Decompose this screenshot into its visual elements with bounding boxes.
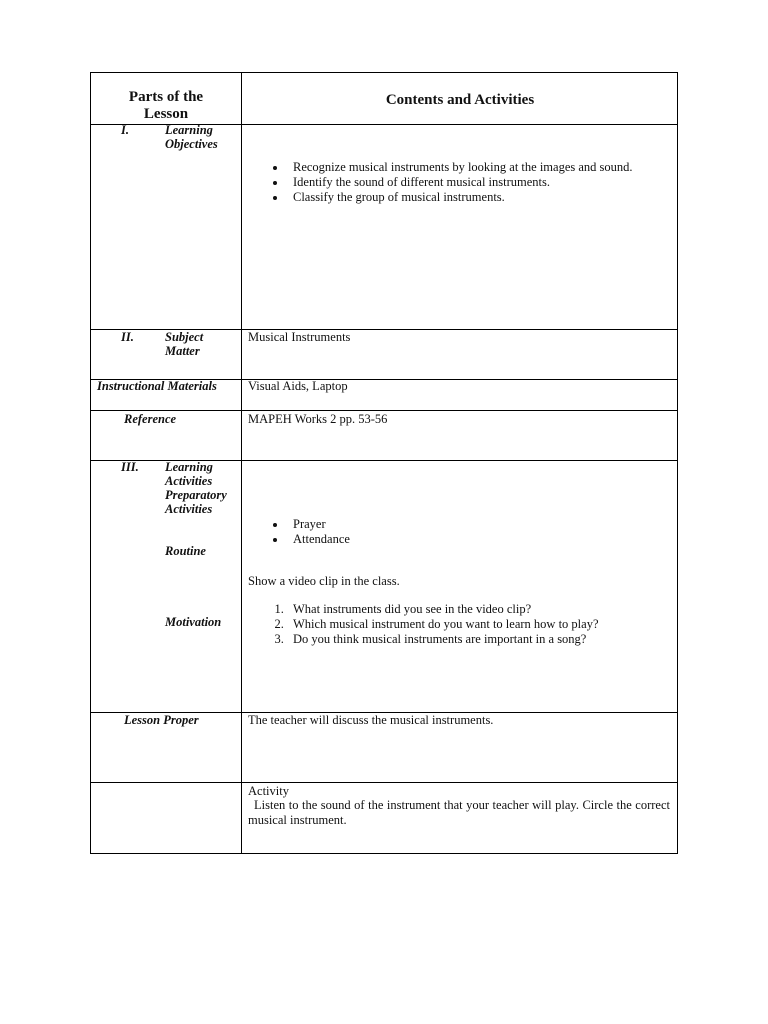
list-item: • Classify the group of musical instruments. bbox=[287, 190, 667, 205]
list-item: • Attendance bbox=[287, 532, 667, 547]
activity-title: Activity bbox=[248, 784, 289, 798]
questions-list bbox=[242, 602, 672, 647]
objectives-number: I. bbox=[121, 123, 129, 137]
video-instruction: Show a video clip in the class. bbox=[248, 574, 400, 588]
subject-number: II. bbox=[121, 330, 134, 344]
routine-label: Routine bbox=[165, 544, 206, 558]
activity-content: Listen to the sound of the instrument that your teacher will play. Circle the correct musical instrument. bbox=[248, 798, 670, 827]
lesson-plan-table bbox=[90, 72, 678, 854]
row-divider bbox=[91, 782, 677, 783]
parts-header: Parts of the Lesson bbox=[128, 89, 204, 122]
motivation-content bbox=[242, 602, 672, 647]
lesson-proper-label: Lesson Proper bbox=[124, 713, 199, 727]
activities-label: Learning Activities Preparatory Activities bbox=[165, 460, 227, 516]
routine-list bbox=[242, 517, 667, 547]
objectives-list bbox=[242, 160, 667, 205]
list-item: 3. Do you think musical instruments are important in a song? bbox=[287, 632, 672, 647]
reference-label: Reference bbox=[124, 412, 177, 426]
list-item: • Recognize musical instruments by looking at the images and sound. bbox=[287, 160, 667, 175]
routine-content bbox=[242, 517, 667, 547]
activities-number: III. bbox=[121, 460, 139, 474]
motivation-label: Motivation bbox=[165, 615, 222, 629]
subject-content: Musical Instruments bbox=[248, 330, 351, 344]
list-item: 2. Which musical instrument do you want to learn how to play? bbox=[287, 617, 672, 632]
list-item: • Identify the sound of different musical instruments. bbox=[287, 175, 667, 190]
lesson-proper-content: The teacher will discuss the musical instruments. bbox=[248, 713, 494, 727]
subject-label: Subject Matter bbox=[165, 330, 204, 358]
row-divider bbox=[91, 410, 677, 411]
materials-label: Instructional Materials bbox=[97, 379, 217, 393]
reference-content: MAPEH Works 2 pp. 53-56 bbox=[248, 412, 388, 426]
materials-content: Visual Aids, Laptop bbox=[248, 379, 348, 393]
contents-header: Contents and Activities bbox=[385, 92, 535, 108]
objectives-content bbox=[242, 160, 667, 205]
list-item: • Prayer bbox=[287, 517, 667, 532]
objectives-label: Learning Objectives bbox=[165, 123, 218, 151]
list-item: 1. What instruments did you see in the video clip? bbox=[287, 602, 672, 617]
